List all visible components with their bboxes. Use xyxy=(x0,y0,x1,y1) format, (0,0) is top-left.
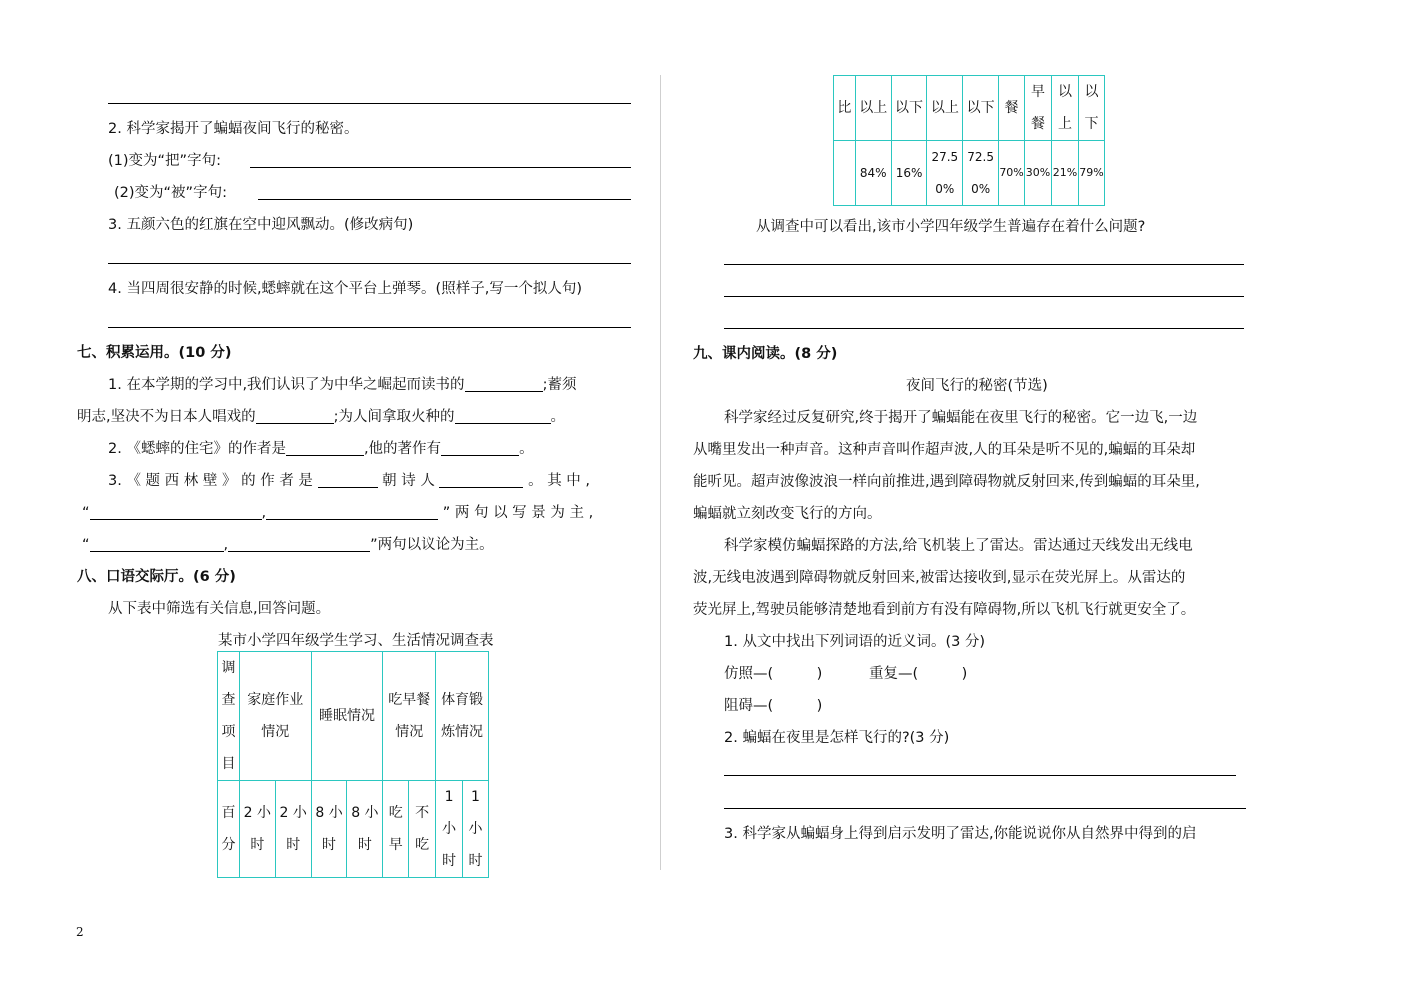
question-9-2: 2. 蝙蝠在夜里是怎样飞行的?(3 分) xyxy=(724,730,950,746)
table-cell: 27.5 0% xyxy=(927,141,963,206)
blank[interactable] xyxy=(228,537,370,553)
table-cell: 21% xyxy=(1051,141,1078,206)
table-cell: 不 吃 xyxy=(409,781,436,878)
table-cell: 1 小 时 xyxy=(436,781,463,878)
answer-line[interactable] xyxy=(724,296,1244,297)
answer-line[interactable] xyxy=(724,328,1244,329)
answer-line[interactable] xyxy=(724,775,1236,776)
answer-line xyxy=(108,103,631,104)
table-caption: 某市小学四年级学生学习、生活情况调查表 xyxy=(218,633,494,649)
answer-line[interactable] xyxy=(258,199,631,200)
question-9-3: 3. 科学家从蝙蝠身上得到启示发明了雷达,你能说说你从自然界中得到的启 xyxy=(724,826,1197,842)
question-7-3-line3: “ , ”两句以议论为主。 xyxy=(82,537,494,553)
table-cell: 1 小 时 xyxy=(463,781,489,878)
table-cell: 8 小 时 xyxy=(347,781,383,878)
survey-table-part2 xyxy=(833,75,1105,206)
question-6-2: 2. 科学家揭开了蝙蝠夜间飞行的秘密。 xyxy=(108,121,359,137)
question-7-3-line2: “ , ” 两 句 以 写 景 为 主 , xyxy=(82,505,594,521)
table-cell xyxy=(834,141,856,206)
blank[interactable] xyxy=(465,377,543,393)
table-cell: 79% xyxy=(1078,141,1104,206)
passage-line: 荧光屏上,驾驶员能够清楚地看到前方有没有障碍物,所以飞机飞行就更安全了。 xyxy=(693,602,1196,618)
blank[interactable] xyxy=(266,505,438,521)
passage-line: 从嘴里发出一种声音。这种声音叫作超声波,人的耳朵是听不见的,蝙蝠的耳朵却 xyxy=(693,442,1196,458)
blank[interactable] xyxy=(455,409,551,425)
table-header-cell: 吃早餐 情况 xyxy=(383,652,436,781)
question-9-1: 1. 从文中找出下列词语的近义词。(3 分) xyxy=(724,634,986,650)
answer-line[interactable] xyxy=(724,264,1244,265)
blank[interactable] xyxy=(256,409,334,425)
table-header-cell: 调 查 项 目 xyxy=(218,652,240,781)
table-cell: 以 下 xyxy=(1078,76,1104,141)
page-number: 2 xyxy=(76,925,84,939)
blank[interactable] xyxy=(318,473,378,489)
question-7-2: 2. 《蟋蟀的住宅》的作者是 ,他的著作有 。 xyxy=(108,441,534,457)
passage-line: 蝙蝠就立刻改变飞行的方向。 xyxy=(693,506,882,522)
section-7-title: 七、积累运用。(10 分) xyxy=(77,345,232,361)
table-cell: 百 分 xyxy=(218,781,240,878)
table-cell: 以下 xyxy=(891,76,927,141)
blank[interactable] xyxy=(441,441,519,457)
synonym-item[interactable]: 仿照—( ) xyxy=(724,666,823,682)
question-7-1-line2: 明志,坚决不为日本人唱戏的 ;为人间拿取火种的 。 xyxy=(77,409,565,425)
table-cell: 吃 早 xyxy=(383,781,409,878)
passage-line: 科学家模仿蝙蝠探路的方法,给飞机装上了雷达。雷达通过天线发出无线电 xyxy=(724,538,1193,554)
table-row xyxy=(834,141,1105,206)
table-header-cell: 家庭作业 情况 xyxy=(239,652,311,781)
table-cell: 72.5 0% xyxy=(963,141,999,206)
question-6-4: 4. 当四周很安静的时候,蟋蟀就在这个平台上弹琴。(照样子,写一个拟人句) xyxy=(108,281,582,297)
table-cell: 84% xyxy=(855,141,891,206)
table-cell: 8 小 时 xyxy=(311,781,347,878)
synonym-item[interactable]: 重复—( ) xyxy=(869,666,968,682)
table-cell: 早 餐 xyxy=(1025,76,1052,141)
answer-line[interactable] xyxy=(724,808,1246,809)
section-8-title: 八、口语交际厅。(6 分) xyxy=(77,569,236,585)
table-cell: 餐 xyxy=(999,76,1025,141)
table-cell: 2 小 时 xyxy=(239,781,275,878)
section-9-title: 九、课内阅读。(8 分) xyxy=(693,346,838,362)
question-7-1-line1: 1. 在本学期的学习中,我们认识了为中华之崛起而读书的 ;蓄须 xyxy=(108,377,577,393)
table-header-cell: 体育锻 炼情况 xyxy=(436,652,489,781)
blank[interactable] xyxy=(286,441,364,457)
table-row xyxy=(218,781,489,878)
table-header-cell: 睡眠情况 xyxy=(311,652,383,781)
synonym-item[interactable]: 阻碍—( ) xyxy=(724,698,823,714)
survey-table-part1 xyxy=(217,651,489,878)
blank[interactable] xyxy=(90,537,224,553)
answer-line[interactable] xyxy=(250,167,631,168)
table-cell: 以下 xyxy=(963,76,999,141)
table-header-row xyxy=(218,652,489,781)
table-cell: 以上 xyxy=(927,76,963,141)
section-8-question: 从调查中可以看出,该市小学四年级学生普遍存在着什么问题? xyxy=(756,219,1146,235)
blank[interactable] xyxy=(439,473,523,489)
answer-line[interactable] xyxy=(108,327,631,328)
answer-line[interactable] xyxy=(108,263,631,264)
table-cell: 比 xyxy=(834,76,856,141)
passage-line: 能听见。超声波像波浪一样向前推进,遇到障碍物就反射回来,传到蝙蝠的耳朵里, xyxy=(693,474,1200,490)
table-cell: 30% xyxy=(1025,141,1052,206)
table-cell: 16% xyxy=(891,141,927,206)
passage-title: 夜间飞行的秘密(节选) xyxy=(906,378,1048,394)
question-7-3-line1: 3. 《 题 西 林 壁 》 的 作 者 是 朝 诗 人 。 其 中 , xyxy=(108,473,591,489)
question-6-2a-label: (1)变为“把”字句: xyxy=(108,153,221,169)
table-row xyxy=(834,76,1105,141)
section-8-intro: 从下表中筛选有关信息,回答问题。 xyxy=(108,601,331,617)
question-6-2b-label: (2)变为“被”字句: xyxy=(114,185,227,201)
passage-line: 波,无线电波遇到障碍物就反射回来,被雷达接收到,显示在荧光屏上。从雷达的 xyxy=(693,570,1186,586)
column-divider xyxy=(660,75,661,870)
passage-line: 科学家经过反复研究,终于揭开了蝙蝠能在夜里飞行的秘密。它一边飞,一边 xyxy=(724,410,1198,426)
question-6-3: 3. 五颜六色的红旗在空中迎风飘动。(修改病句) xyxy=(108,217,414,233)
table-cell: 2 小 时 xyxy=(275,781,311,878)
table-cell: 以 上 xyxy=(1051,76,1078,141)
table-cell: 70% xyxy=(999,141,1025,206)
table-cell: 以上 xyxy=(855,76,891,141)
blank[interactable] xyxy=(90,505,262,521)
